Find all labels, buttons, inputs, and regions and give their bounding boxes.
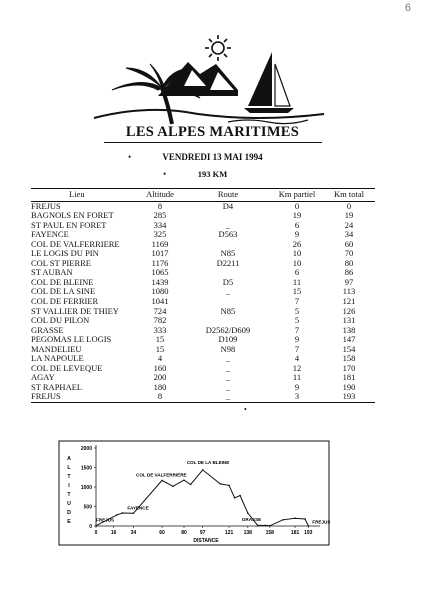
page-mark: 6 [404, 2, 411, 14]
altitude-point [202, 469, 204, 471]
altitude-point [265, 525, 267, 527]
table-row [31, 335, 375, 345]
cell-lieu: ST RAPHAEL [31, 381, 83, 392]
cell-km-partiel: 9 [294, 334, 300, 345]
table-row [31, 259, 375, 269]
altitude-point [220, 483, 222, 485]
cell-km-total: 138 [342, 324, 356, 335]
cell-km-total: 24 [344, 219, 354, 230]
altitude-point [247, 512, 249, 514]
cell-km-partiel: 4 [294, 353, 300, 364]
cell-lieu: COL ST PIERRE [31, 257, 91, 268]
cell-altitude: 334 [153, 219, 167, 230]
cell-km-partiel: 5 [294, 315, 300, 326]
column-header-altitude: Altitude [135, 189, 185, 202]
cell-km-partiel: 10 [292, 248, 302, 259]
cell-km-partiel: 12 [292, 362, 302, 373]
cell-route: _ [225, 286, 231, 297]
cell-km-partiel: 7 [294, 324, 300, 335]
cell-lieu: LA NAPOULE [31, 353, 84, 364]
cell-km-partiel: 26 [292, 238, 302, 249]
cell-lieu: AGAY [31, 372, 55, 383]
cell-km-total: 113 [342, 286, 356, 297]
cell-altitude: 1169 [151, 238, 169, 249]
x-tick-label: 97 [199, 530, 206, 536]
altitude-point [304, 518, 306, 520]
altitude-point [228, 485, 230, 487]
cell-route: D5 [222, 276, 234, 287]
cell-altitude: 8 [135, 392, 185, 402]
altitude-point [239, 495, 241, 497]
cell-km-partiel: 0 [294, 200, 300, 211]
x-tick-label: 16 [110, 530, 117, 536]
cell-route: D2562/D609 [205, 324, 251, 335]
altitude-point [282, 519, 284, 521]
column-header-lieu: Lieu [31, 189, 135, 202]
riviera-logo-illustration [88, 34, 328, 126]
altitude-point [161, 480, 163, 482]
bullet-dot: • [244, 405, 247, 414]
table-row [31, 373, 375, 383]
y-tick-label: 0 [89, 523, 92, 530]
profile-annotation: FAYENCE [127, 505, 149, 511]
cell-km-partiel: 7 [294, 296, 300, 307]
x-tick-label: 158 [265, 530, 274, 536]
table-row [31, 383, 375, 393]
cell-km-total: 0 [346, 200, 352, 211]
cell-km-partiel: 11 [292, 276, 302, 287]
altitude-point [308, 525, 310, 527]
cell-km-total: 121 [342, 296, 356, 307]
cell-route: N98 [220, 343, 236, 354]
altitude-point [234, 497, 236, 499]
cell-km-partiel: 11 [292, 372, 302, 383]
altitude-point [95, 525, 97, 527]
cell-route: D109 [218, 334, 238, 345]
cell-altitude: 1080 [151, 286, 169, 297]
cell-lieu: ST AUBAN [31, 267, 73, 278]
cell-route: _ [225, 372, 231, 383]
x-tick-label: 0 [94, 530, 98, 536]
sailboat-icon [244, 52, 294, 113]
cell-km-total: 181 [342, 372, 356, 383]
cell-route: _ [225, 362, 231, 373]
x-tick-label: 80 [181, 530, 187, 536]
column-header-km-total: Km total [323, 189, 375, 202]
x-tick-label: 60 [159, 530, 165, 536]
cell-altitude: 1439 [151, 276, 169, 287]
cell-route: N85 [220, 305, 236, 316]
table-row [31, 392, 375, 402]
bullet-dot: • [128, 152, 132, 162]
cell-lieu: COL DE LEVEQUE [31, 362, 103, 373]
cell-altitude: 200 [153, 372, 167, 383]
cell-km-total: 97 [344, 276, 354, 287]
cell-km-total: 70 [344, 248, 354, 259]
cell-lieu: PEGOMAS LE LOGIS [31, 334, 112, 345]
profile-annotation: GRASSE [241, 517, 262, 523]
cell-route: _ [225, 381, 231, 392]
cell-lieu: MANDELIEU [31, 343, 82, 354]
cell-km-partiel: 7 [294, 343, 300, 354]
cell-lieu: LE LOGIS DU PIN [31, 248, 99, 259]
cell-lieu: COL DE VALFERRIERE [31, 238, 120, 249]
cell-altitude: 180 [153, 381, 167, 392]
x-tick-label: 181 [290, 530, 300, 536]
total-distance: 193 KM [197, 169, 228, 179]
column-header-route: Route [185, 189, 271, 202]
altitude-series-line [96, 470, 308, 526]
altitude-point [133, 513, 135, 515]
x-tick-label: 34 [130, 530, 137, 536]
table-row [31, 364, 375, 374]
sun-icon [205, 35, 231, 61]
column-header-km-partiel: Km partiel [271, 189, 323, 202]
cell-altitude: 1041 [151, 296, 169, 307]
cell-km-total: 126 [342, 305, 356, 316]
cell-route: _ [225, 219, 231, 230]
cell-km-partiel: 9 [294, 381, 300, 392]
cell-altitude: 1176 [151, 257, 169, 268]
y-tick-label: 500 [83, 504, 92, 511]
cell-lieu: GRASSE [31, 324, 64, 335]
cell-lieu: FREJUS [31, 392, 135, 402]
cell-route: _ [185, 392, 271, 402]
cell-lieu: FREJUS [31, 200, 61, 211]
cell-km-partiel: 9 [294, 229, 300, 240]
table-row [31, 221, 375, 231]
altitude-point [257, 525, 259, 527]
cell-km-partiel: 10 [292, 257, 302, 268]
cell-lieu: COL DE LA SINE [31, 286, 96, 297]
page-title: LES ALPES MARITIMES [125, 124, 300, 140]
cell-km-total: 34 [344, 229, 354, 240]
profile-annotation: FREJUS [96, 517, 115, 523]
cell-km-total: 131 [342, 315, 356, 326]
profile-annotation: COL DE LA BLEINE [186, 459, 230, 465]
chart-frame [59, 441, 329, 545]
cell-route: N85 [220, 248, 236, 259]
altitude-point [190, 484, 192, 486]
cell-altitude: 325 [153, 229, 167, 240]
altitude-profile-chart [58, 440, 330, 546]
profile-annotation: FREJUS [312, 519, 330, 525]
cell-lieu: ST VALLIER DE THIEY [31, 305, 119, 316]
y-axis-label: A L T I T U D E [67, 456, 71, 525]
cell-altitude: 4 [157, 353, 163, 364]
cell-lieu: COL DE FERRIER [31, 296, 99, 307]
cell-altitude: 8 [157, 200, 163, 211]
cell-km-total: 154 [342, 343, 356, 354]
title-underline [104, 142, 322, 143]
cell-km-total: 193 [323, 392, 375, 402]
cell-km-partiel: 6 [294, 267, 300, 278]
cell-altitude: 15 [155, 334, 165, 345]
cell-route: D4 [222, 200, 234, 211]
cell-lieu: FAYENCE [31, 229, 69, 240]
x-axis-label: DISTANCE [193, 538, 219, 544]
route-table [31, 188, 375, 403]
altitude-point [183, 479, 185, 481]
cell-km-total: 86 [344, 267, 354, 278]
cell-km-total: 170 [342, 362, 356, 373]
cell-lieu: ST PAUL EN FORET [31, 219, 107, 230]
event-date: VENDREDI 13 MAI 1994 [162, 152, 263, 162]
x-tick-label: 121 [224, 530, 234, 536]
altitude-point [294, 517, 296, 519]
altitude-point [122, 512, 124, 514]
cell-altitude: 160 [153, 362, 167, 373]
y-tick-label: 1000 [80, 484, 92, 491]
table-row [31, 316, 375, 326]
bullet-dot: • [163, 169, 167, 179]
x-tick-label: 138 [243, 530, 252, 536]
cell-km-partiel: 15 [292, 286, 302, 297]
altitude-point [269, 525, 271, 527]
cell-route: _ [225, 353, 231, 364]
cell-lieu: BAGNOLS EN FORET [31, 210, 114, 221]
cell-km-partiel: 5 [294, 305, 300, 316]
route-table-body [31, 201, 375, 402]
cell-km-partiel: 6 [294, 219, 300, 230]
cell-lieu: COL DE BLEINE [31, 276, 94, 287]
cell-km-total: 80 [344, 257, 354, 268]
cell-km-total: 158 [342, 353, 356, 364]
cell-km-total: 147 [342, 334, 356, 345]
cell-km-partiel: 19 [292, 210, 302, 221]
cell-altitude: 285 [153, 210, 167, 221]
cell-altitude: 1017 [151, 248, 169, 259]
x-tick-label: 193 [304, 530, 313, 536]
y-tick-label: 1500 [80, 465, 92, 472]
y-tick-label: 2000 [80, 445, 92, 452]
profile-annotation: COL DE VALFERRIERE [136, 472, 187, 478]
cell-altitude: 782 [153, 315, 167, 326]
table-header-row [31, 189, 375, 202]
cell-km-partiel: 3 [271, 392, 323, 402]
cell-altitude: 333 [153, 324, 167, 335]
cell-route: D2211 [216, 257, 240, 268]
cell-km-total: 190 [342, 381, 356, 392]
cell-km-total: 19 [344, 210, 354, 221]
altitude-point [116, 514, 118, 516]
cell-route: D563 [218, 229, 238, 240]
cell-km-total: 60 [344, 238, 354, 249]
cell-altitude: 1065 [151, 267, 169, 278]
altitude-point [172, 486, 174, 488]
cell-altitude: 724 [153, 305, 167, 316]
cell-altitude: 15 [155, 343, 165, 354]
cell-lieu: COL DU PILON [31, 315, 90, 326]
